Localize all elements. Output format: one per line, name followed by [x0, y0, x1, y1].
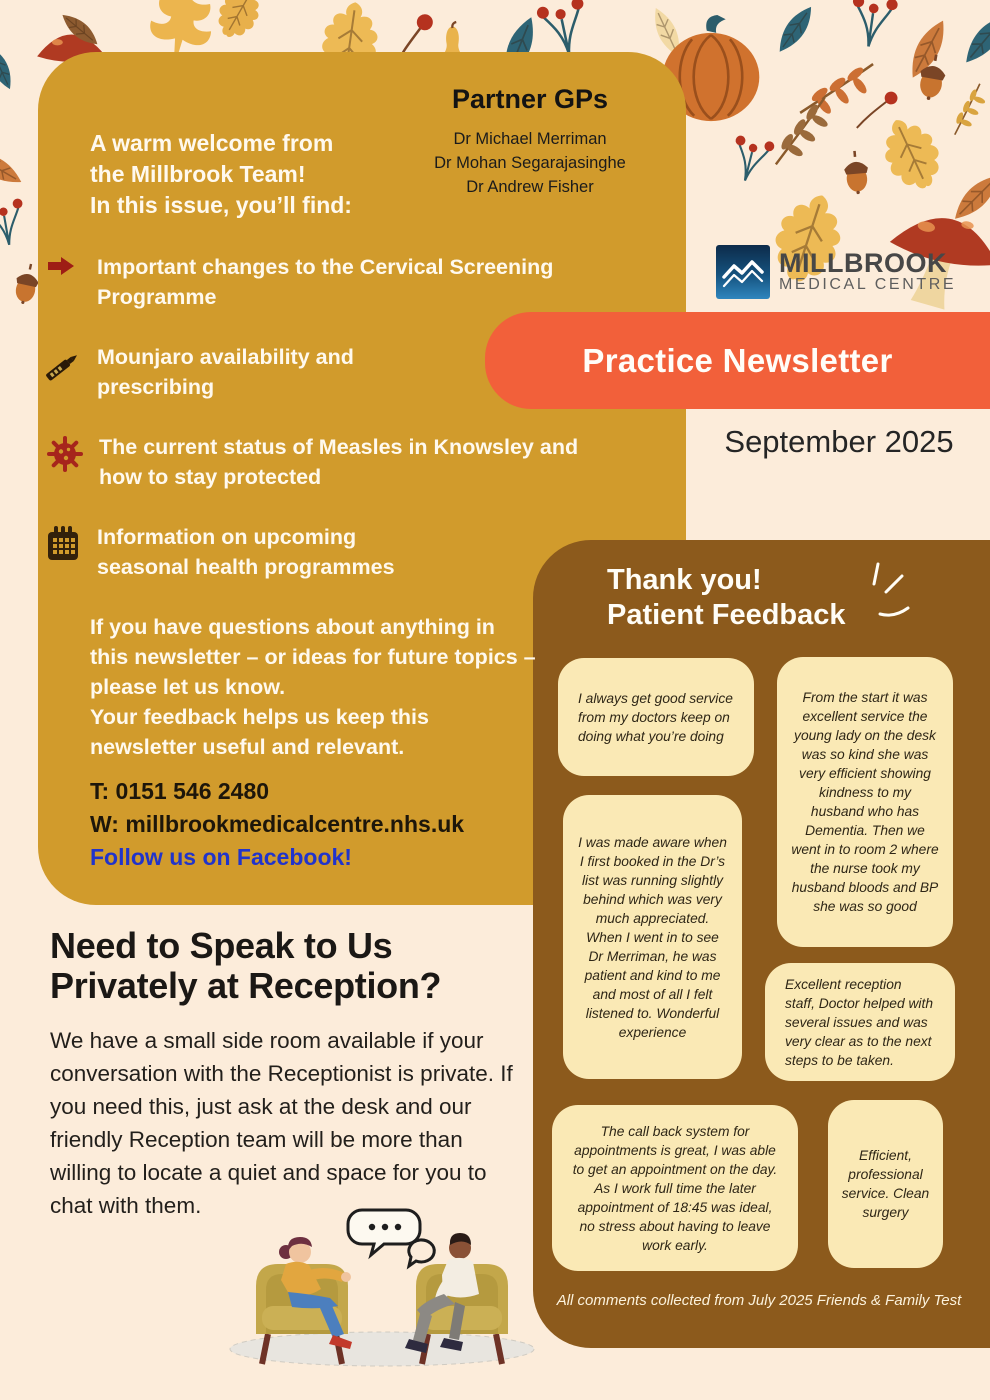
practice-logo [716, 245, 956, 299]
leaf-icon [948, 169, 990, 226]
logo-mark [716, 245, 770, 299]
issue-date: September 2025 [724, 424, 954, 459]
feedback-card: The call back system for appointments is great, I was able to get an appointment on the day. As I work full time the later appointment of 18:45 was ideal, no stress about having to leave work early. [552, 1105, 798, 1271]
feedback-card: I always get good service from my doctors keep on doing what you’re doing [558, 658, 754, 776]
list-item [42, 342, 427, 402]
virus-icon [46, 432, 84, 478]
private-room-title: Need to Speak to Us Privately at Reception? [50, 925, 442, 1006]
injection-pen-icon [42, 342, 82, 390]
sparkle-icon [858, 556, 930, 628]
berries-icon [535, 0, 593, 59]
website-address: W: millbrookmedicalcentre.nhs.uk [90, 811, 465, 837]
feedback-card: From the start it was excellent service the young lady on the desk was so kind she was very efficient showing kindness to my husband who has Dementia. Then we went in to room 2 where the nurse took my husband bloods and BP she was so good [777, 657, 953, 947]
leaf-icon [772, 2, 818, 57]
phone-number: T: 0151 546 2480 [90, 778, 270, 804]
list-item-label: Information on upcoming seasonal health programmes [97, 525, 395, 579]
list-item [46, 252, 649, 312]
berries-icon [727, 133, 776, 185]
branch-icon [942, 83, 990, 134]
logo-name: MILLBROOK [779, 248, 947, 278]
facebook-link[interactable]: Follow us on Facebook! [90, 844, 352, 870]
oak-leaf-icon [210, 0, 270, 45]
partner-gps-block [398, 84, 662, 199]
newsletter-banner [485, 312, 990, 409]
feedback-title: Thank you! Patient Feedback [607, 564, 846, 631]
feedback-card: I was made aware when I first booked in the Dr’s list was running slightly behind which was very much appreciated. When I went in to see Dr Merriman, he was patient and kind to me and most of all I felt listened to. Wonderful experience [563, 795, 742, 1079]
partner-gp-name: Dr Andrew Fisher [466, 178, 594, 196]
newsletter-banner-title: Practice Newsletter [582, 341, 893, 379]
leaf-icon [958, 9, 990, 69]
list-item-label: Mounjaro availability and prescribing [97, 345, 354, 399]
partner-gp-name: Dr Michael Merriman [453, 130, 607, 148]
feedback-card: Excellent reception staff, Doctor helped with several issues and was very clear as to the next steps to be taken. [765, 963, 955, 1081]
private-room-body: We have a small side room available if your conversation with the Receptionist is private. If you need this, just ask at the desk and our friendly Reception team will be more than willing to locate a quiet and space for you to chat with them. [50, 1028, 513, 1218]
berries-icon [0, 198, 29, 248]
contact-block [90, 775, 464, 874]
partner-gp-name: Dr Mohan Segarajasinghe [434, 154, 626, 172]
welcome-intro: A warm welcome from the Millbrook Team! In this issue, you’ll find: [90, 130, 352, 218]
partner-gps-title: Partner GPs [451, 84, 609, 114]
speech-bubble-icon [348, 1210, 434, 1266]
calendar-icon [46, 522, 82, 568]
feedback-card: Efficient, professional service. Clean surgery [828, 1100, 943, 1268]
leaf-icon [0, 145, 26, 190]
arrow-icon [46, 252, 82, 282]
list-item [46, 522, 397, 582]
acorn-icon [843, 150, 870, 195]
berries-icon [847, 0, 898, 50]
feedback-footnote: All comments collected from July 2025 Friends & Family Test [556, 1292, 962, 1309]
list-item-label: The current status of Measles in Knowsley and how to stay protected [99, 435, 579, 489]
logo-subtitle: MEDICAL CENTRE [779, 276, 957, 293]
people-chat-illustration [222, 1202, 542, 1372]
list-item [46, 432, 621, 492]
feedback-invitation: If you have questions about anything in this newsletter – or ideas for future topics – please let us know. Your feedback helps us keep this newsletter useful and relevant. [90, 615, 536, 759]
leaf-icon [0, 43, 17, 92]
oak-leaf-icon [873, 109, 951, 197]
list-item-label: Important changes to the Cervical Screening Programme [97, 255, 554, 309]
